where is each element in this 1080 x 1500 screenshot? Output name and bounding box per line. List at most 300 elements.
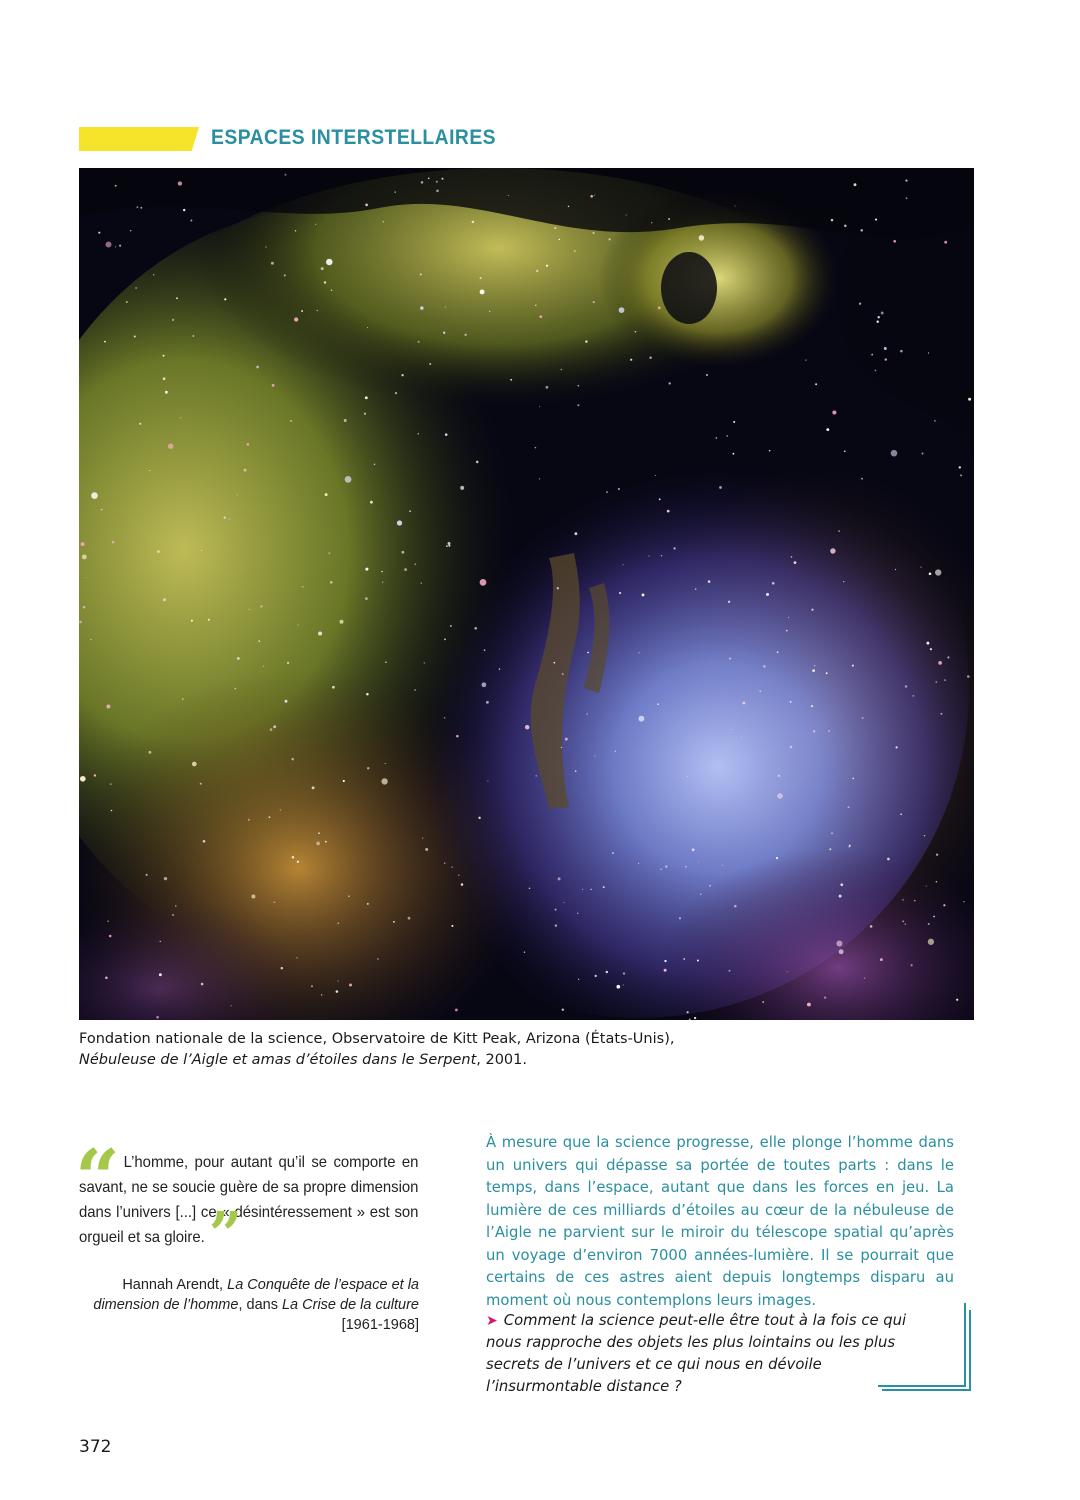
star	[561, 747, 562, 748]
star	[480, 289, 485, 294]
star	[349, 984, 352, 987]
star	[929, 572, 932, 575]
star	[291, 758, 294, 761]
star	[337, 980, 338, 981]
star	[86, 577, 87, 578]
star	[831, 832, 832, 833]
star	[686, 1011, 688, 1013]
star	[638, 863, 639, 864]
star	[272, 384, 275, 387]
star	[191, 620, 193, 622]
quote-attribution	[79, 1275, 419, 1335]
star	[287, 662, 289, 664]
star	[697, 960, 699, 962]
star	[574, 250, 576, 252]
star	[922, 453, 924, 455]
star	[367, 903, 369, 905]
star	[944, 679, 946, 681]
star	[443, 332, 445, 334]
star	[190, 220, 192, 222]
star	[208, 619, 210, 621]
star	[441, 178, 443, 180]
star	[960, 474, 962, 476]
caption-artwork-title: Nébuleuse de l’Aigle et amas d’étoiles dans le Serpent	[79, 1052, 477, 1068]
star	[558, 877, 561, 880]
star	[200, 783, 202, 785]
star	[229, 519, 230, 520]
star	[429, 363, 431, 365]
star	[786, 630, 788, 632]
star	[699, 235, 705, 241]
star	[554, 227, 556, 229]
bracket-line	[969, 1310, 971, 1390]
star	[135, 287, 137, 289]
star	[80, 776, 86, 782]
star	[237, 657, 240, 660]
star	[743, 702, 746, 705]
star	[664, 960, 666, 962]
star	[256, 366, 259, 369]
star	[273, 725, 276, 728]
star	[247, 443, 250, 446]
star	[626, 215, 627, 216]
star	[586, 713, 588, 715]
star	[422, 838, 423, 839]
attribution-work: La Conquête de l’espace et la dimension de l’homme	[93, 1277, 419, 1313]
star	[105, 977, 108, 980]
star	[106, 242, 112, 248]
star	[164, 877, 167, 880]
star	[112, 541, 115, 544]
star	[944, 241, 947, 244]
star	[938, 661, 942, 665]
star	[807, 1003, 811, 1007]
star	[302, 586, 303, 587]
star	[924, 835, 925, 836]
star	[769, 450, 771, 452]
star	[159, 973, 162, 976]
header-accent-bar	[79, 127, 199, 151]
star	[565, 738, 568, 741]
star	[935, 569, 941, 575]
star	[667, 510, 670, 513]
star	[729, 658, 731, 660]
star	[148, 751, 151, 754]
star	[860, 229, 862, 231]
star	[163, 598, 166, 601]
star	[157, 550, 160, 553]
star	[880, 958, 883, 961]
star	[321, 267, 324, 270]
star	[450, 625, 452, 627]
star	[759, 690, 761, 692]
star	[414, 689, 416, 691]
star	[776, 857, 778, 859]
star	[900, 350, 903, 353]
star	[575, 770, 577, 772]
star	[590, 195, 593, 198]
star	[928, 352, 929, 353]
star	[126, 301, 128, 303]
star	[657, 703, 659, 705]
star	[421, 583, 422, 584]
star	[486, 701, 489, 704]
star	[539, 478, 540, 479]
caption-line-1: Fondation nationale de la science, Observatoire de Kitt Peak, Arizona (États-Unis),	[79, 1031, 675, 1047]
star	[425, 848, 428, 851]
star	[115, 246, 116, 247]
image-caption	[79, 1029, 979, 1071]
star	[826, 672, 828, 674]
star	[595, 975, 597, 977]
star	[499, 668, 500, 669]
attribution-dates: [1961-1968]	[341, 1317, 419, 1333]
star	[168, 443, 174, 449]
star	[285, 700, 288, 703]
star	[172, 319, 174, 321]
star	[385, 763, 386, 764]
star	[836, 940, 842, 946]
star	[192, 762, 197, 767]
star	[428, 177, 430, 179]
star	[926, 886, 927, 887]
star	[364, 413, 366, 415]
star	[455, 1008, 458, 1011]
star	[365, 396, 368, 399]
star	[130, 230, 131, 231]
star	[562, 1009, 564, 1011]
star	[606, 971, 608, 973]
star	[777, 793, 783, 799]
star	[912, 695, 914, 697]
star	[265, 247, 266, 248]
star	[555, 924, 557, 926]
star	[172, 914, 174, 916]
star	[224, 298, 226, 300]
quote-block	[75, 1133, 419, 1271]
star	[618, 488, 620, 490]
star	[464, 334, 466, 336]
star	[529, 888, 531, 890]
star	[104, 341, 106, 343]
star	[763, 665, 766, 668]
caption-line-2	[79, 1050, 979, 1071]
star	[638, 652, 639, 653]
star	[111, 810, 113, 812]
star	[536, 270, 538, 272]
star	[848, 806, 850, 808]
star	[778, 775, 780, 777]
star	[281, 967, 284, 970]
star	[263, 666, 264, 667]
star	[297, 861, 299, 863]
nebula-illustration	[79, 168, 974, 1020]
star	[585, 340, 587, 342]
star	[582, 889, 583, 890]
star	[480, 579, 487, 586]
star	[134, 335, 136, 337]
star	[811, 705, 813, 707]
bracket-line	[878, 1385, 966, 1387]
star	[881, 312, 884, 315]
star	[685, 866, 687, 868]
star	[409, 510, 411, 512]
star	[258, 640, 260, 642]
star	[192, 335, 194, 337]
star	[365, 597, 368, 600]
star	[878, 316, 880, 318]
star	[661, 555, 662, 556]
star	[642, 593, 645, 596]
star	[940, 713, 942, 715]
star	[673, 547, 675, 549]
star	[344, 419, 347, 422]
star	[619, 307, 625, 313]
star	[554, 662, 556, 664]
star	[884, 347, 887, 350]
star	[577, 913, 578, 914]
star	[201, 550, 202, 551]
star	[813, 730, 815, 732]
star	[318, 832, 320, 834]
star	[339, 620, 343, 624]
star	[660, 869, 662, 871]
star	[397, 520, 402, 525]
star	[928, 923, 930, 925]
star	[968, 398, 971, 401]
star	[852, 778, 853, 779]
star	[787, 971, 788, 972]
star	[248, 819, 250, 821]
star	[905, 685, 907, 687]
star	[420, 306, 423, 309]
bracket-line	[964, 1303, 966, 1387]
star	[648, 556, 649, 557]
star	[90, 639, 91, 640]
star	[394, 191, 395, 192]
page-number: 372	[79, 1437, 112, 1457]
star	[224, 516, 226, 518]
star	[325, 493, 328, 496]
star	[478, 817, 480, 819]
star	[895, 569, 896, 570]
star	[777, 651, 779, 653]
star	[844, 225, 847, 228]
star	[325, 841, 327, 843]
star	[109, 935, 112, 938]
star	[539, 406, 540, 407]
star	[705, 784, 706, 785]
star	[635, 331, 637, 333]
star	[623, 984, 624, 985]
star	[651, 222, 652, 223]
star	[237, 494, 238, 495]
eagle-nebula-photo	[79, 168, 974, 1020]
star	[365, 568, 368, 571]
star	[885, 358, 887, 360]
star	[849, 845, 851, 847]
star	[418, 433, 420, 435]
star	[446, 545, 448, 547]
star	[445, 433, 448, 436]
star	[555, 909, 557, 911]
star	[619, 592, 621, 594]
star	[424, 662, 425, 663]
star	[606, 491, 608, 493]
star	[292, 856, 295, 859]
quote-text	[79, 1150, 419, 1271]
star	[593, 301, 595, 303]
star	[840, 883, 843, 886]
star	[728, 601, 730, 603]
star	[812, 669, 815, 672]
star	[165, 391, 168, 394]
star	[708, 580, 711, 583]
star	[900, 813, 902, 815]
star	[683, 958, 685, 960]
star	[877, 321, 879, 323]
star	[525, 725, 530, 730]
star	[910, 964, 912, 966]
star	[695, 588, 697, 590]
star	[94, 774, 96, 776]
star	[559, 239, 561, 241]
star	[930, 648, 932, 650]
star	[788, 617, 789, 618]
star	[175, 905, 177, 907]
star	[183, 209, 185, 211]
star	[669, 382, 671, 384]
star	[668, 218, 670, 220]
star	[664, 969, 667, 972]
star	[734, 205, 735, 206]
star	[448, 542, 451, 545]
star	[343, 780, 345, 782]
star	[203, 840, 206, 843]
star	[271, 262, 274, 265]
star	[861, 478, 863, 480]
star	[79, 621, 82, 624]
star	[83, 606, 86, 609]
star	[839, 895, 842, 898]
star	[790, 701, 792, 703]
caption-year: , 2001.	[476, 1052, 527, 1068]
open-quote-icon: “	[75, 1133, 120, 1224]
star	[163, 355, 165, 357]
star	[791, 556, 793, 558]
star	[623, 972, 625, 974]
star	[295, 230, 297, 232]
star	[268, 816, 270, 818]
star	[665, 865, 667, 867]
star	[119, 245, 121, 247]
star	[729, 970, 731, 972]
star	[366, 693, 368, 695]
star	[365, 204, 368, 207]
star	[947, 656, 949, 658]
star	[612, 852, 614, 854]
star	[805, 359, 806, 360]
star	[474, 627, 477, 630]
star	[623, 564, 624, 565]
star	[321, 994, 322, 995]
star	[421, 181, 424, 184]
star	[146, 874, 148, 876]
star	[590, 889, 592, 891]
star	[451, 925, 453, 927]
star	[639, 716, 645, 722]
star	[649, 356, 652, 359]
quote-body: L’homme, pour autant qu’il se comporte en savant, ne se soucie guère de sa propre dimension dans l’univers [...] ce « désintéressement » est son orgueil et sa gloire.	[79, 1154, 419, 1246]
star	[294, 317, 298, 321]
star	[732, 453, 734, 455]
star	[852, 665, 854, 667]
star	[248, 609, 250, 611]
star	[367, 767, 369, 769]
star	[928, 939, 934, 945]
star	[444, 717, 446, 719]
star	[959, 466, 961, 468]
star	[284, 274, 286, 276]
star	[348, 895, 349, 896]
star	[81, 542, 85, 546]
star	[616, 985, 620, 989]
star	[370, 501, 373, 504]
star	[731, 729, 732, 730]
star	[176, 297, 178, 299]
star	[967, 675, 970, 678]
star	[244, 469, 247, 472]
star	[902, 899, 904, 901]
star	[933, 916, 935, 918]
star	[270, 728, 273, 731]
star	[815, 383, 817, 385]
star	[201, 983, 204, 986]
star	[160, 941, 161, 942]
star	[382, 582, 383, 583]
star	[831, 219, 834, 222]
star	[136, 206, 138, 208]
star	[444, 862, 445, 863]
star	[943, 904, 945, 906]
star	[630, 359, 632, 361]
star	[577, 404, 579, 406]
star	[594, 756, 595, 757]
star	[936, 881, 938, 883]
star	[508, 195, 509, 196]
star	[487, 781, 488, 782]
star	[420, 273, 422, 275]
star	[178, 181, 182, 185]
star	[98, 232, 100, 234]
star	[345, 476, 352, 483]
star	[377, 958, 378, 959]
star	[829, 848, 831, 850]
star	[106, 705, 110, 709]
star	[914, 900, 916, 902]
star	[734, 905, 737, 908]
question-block	[486, 1310, 936, 1398]
star	[318, 631, 322, 635]
star	[719, 486, 722, 489]
star	[563, 902, 564, 903]
star	[694, 1017, 696, 1019]
star	[404, 568, 407, 571]
star	[963, 901, 964, 902]
star	[139, 423, 141, 425]
star	[480, 277, 482, 279]
star	[578, 979, 579, 980]
